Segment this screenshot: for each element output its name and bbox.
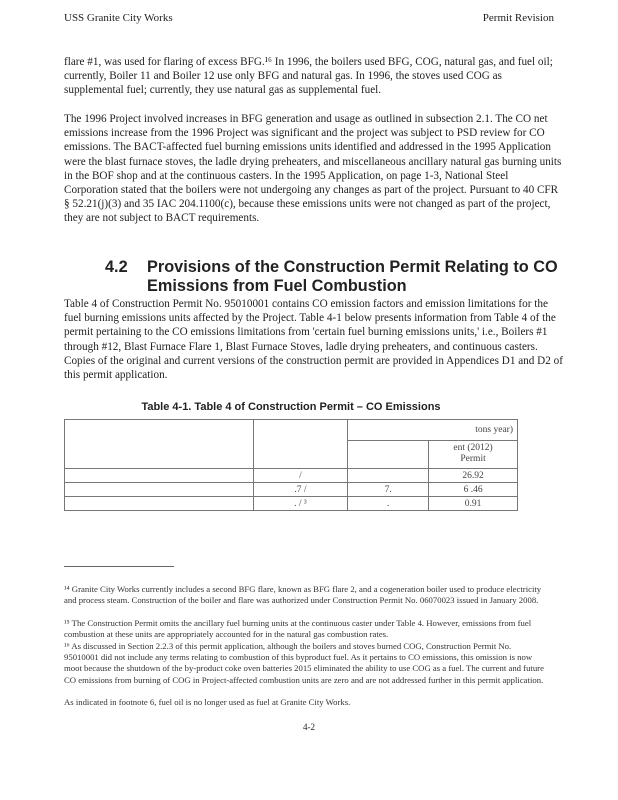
table-row — [65, 469, 518, 483]
cell: . / ³ — [253, 497, 348, 511]
table-header-row — [65, 420, 518, 441]
cell — [348, 469, 429, 483]
table-row — [65, 497, 518, 511]
cell: 26.92 — [429, 469, 518, 483]
cell: 0.91 — [429, 497, 518, 511]
page-number: 4-2 — [303, 722, 315, 732]
section-title: Provisions of the Construction Permit Relating to CO Emissions from Fuel Combustion — [147, 258, 558, 295]
footnote: ¹⁴ Granite City Works currently includes a second BFG flare, known as BFG flare 2, and a cogeneration boiler used to produce electricity and process steam. Construction of the boiler and flare was authorized under Construction Permit No. 06070023 issued in January 2008. — [64, 584, 542, 606]
section-paragraph: Table 4 of Construction Permit No. 95010001 contains CO emission factors and emission limitations for the fuel burning emissions units affected by the Project. Table 4-1 below presents information from Table 4 of the permit pertaining to the CO emissions limitations from 'certain fuel burning emissions units,' i.e., Boilers #1 through #12, Blast Furnace Flare 1, Blast Furnace Stoves, ladle drying preheaters, and continuous casters. Copies of the original and current versions of the construction permit are provided in Appendices D1 and D2 of this permit application. — [64, 298, 563, 382]
header-right: Permit Revision — [482, 12, 554, 24]
cell: .7 / — [253, 483, 348, 497]
paragraph: flare #1, was used for flaring of excess BFG.¹⁶ In 1996, the boilers used BFG, COG, natural gas, and fuel oil; currently, Boiler 11 and Boiler 12 use only BFG and natural gas. In 1996, the stoves used COG as supplemental fuel; currently, they use natural gas as supplemental fuel. — [64, 56, 553, 97]
footnote: ¹⁶ As discussed in Section 2.2.3 of this permit application, although the boilers and stoves burned COG, Construction Permit No. 95010001 did not include any terms relating to combustion of this byproduct fuel. As it pertains to CO emissions, this omission is now moot because the shutdown of the by-product coke oven batteries 2015 eliminated the ability to use COG as a fuel. The current and future CO emissions from burning of COG in Project-affected combustion units are zero and are not addressed further in this permit application. — [64, 641, 544, 685]
paragraph: The 1996 Project involved increases in BFG generation and usage as outlined in subsection 2.1. The CO net emissions increase from the 1996 Project was significant and the project was subject to PSD review for CO emissions. The BACT-affected fuel burning emissions units identified and addressed in the 1995 Application were the blast furnace stoves, the ladle drying preheaters, and miscellaneous ancillary natural gas burning units in the BOF shop and at the continuous casters. In the 1995 Application, on page 1-3, National Steel Corporation stated that the boilers were not undergoing any changes as part of the project. Pursuant to 40 CFR § 52.21(j)(3) and 35 IAC 204.1100(c), because these emissions units were not changed as part of the project, they are not subject to BACT requirements. — [64, 113, 562, 225]
section-number: 4.2 — [105, 258, 128, 276]
cell: . — [348, 497, 429, 511]
header-group: tons year) — [348, 420, 518, 441]
cell: / — [253, 469, 348, 483]
table-row — [65, 483, 518, 497]
footnote-rule — [64, 566, 174, 567]
cell: 6 .46 — [429, 483, 518, 497]
header-sub: ent (2012) — [453, 443, 493, 454]
table-title: Table 4-1. Table 4 of Construction Permit – CO Emissions — [141, 401, 441, 413]
emissions-table — [64, 419, 518, 511]
footnote: ¹⁵ The Construction Permit omits the ancillary fuel burning units at the continuous caster under Table 4. However, emissions from fuel combustion at these units are appropriately accounted for in the natural gas combustion rates. — [64, 618, 532, 640]
header-left: USS Granite City Works — [64, 12, 173, 24]
footnote: As indicated in footnote 6, fuel oil is no longer used as fuel at Granite City Works. — [64, 697, 351, 707]
cell: 7. — [348, 483, 429, 497]
header-permit: Permit — [460, 454, 486, 465]
